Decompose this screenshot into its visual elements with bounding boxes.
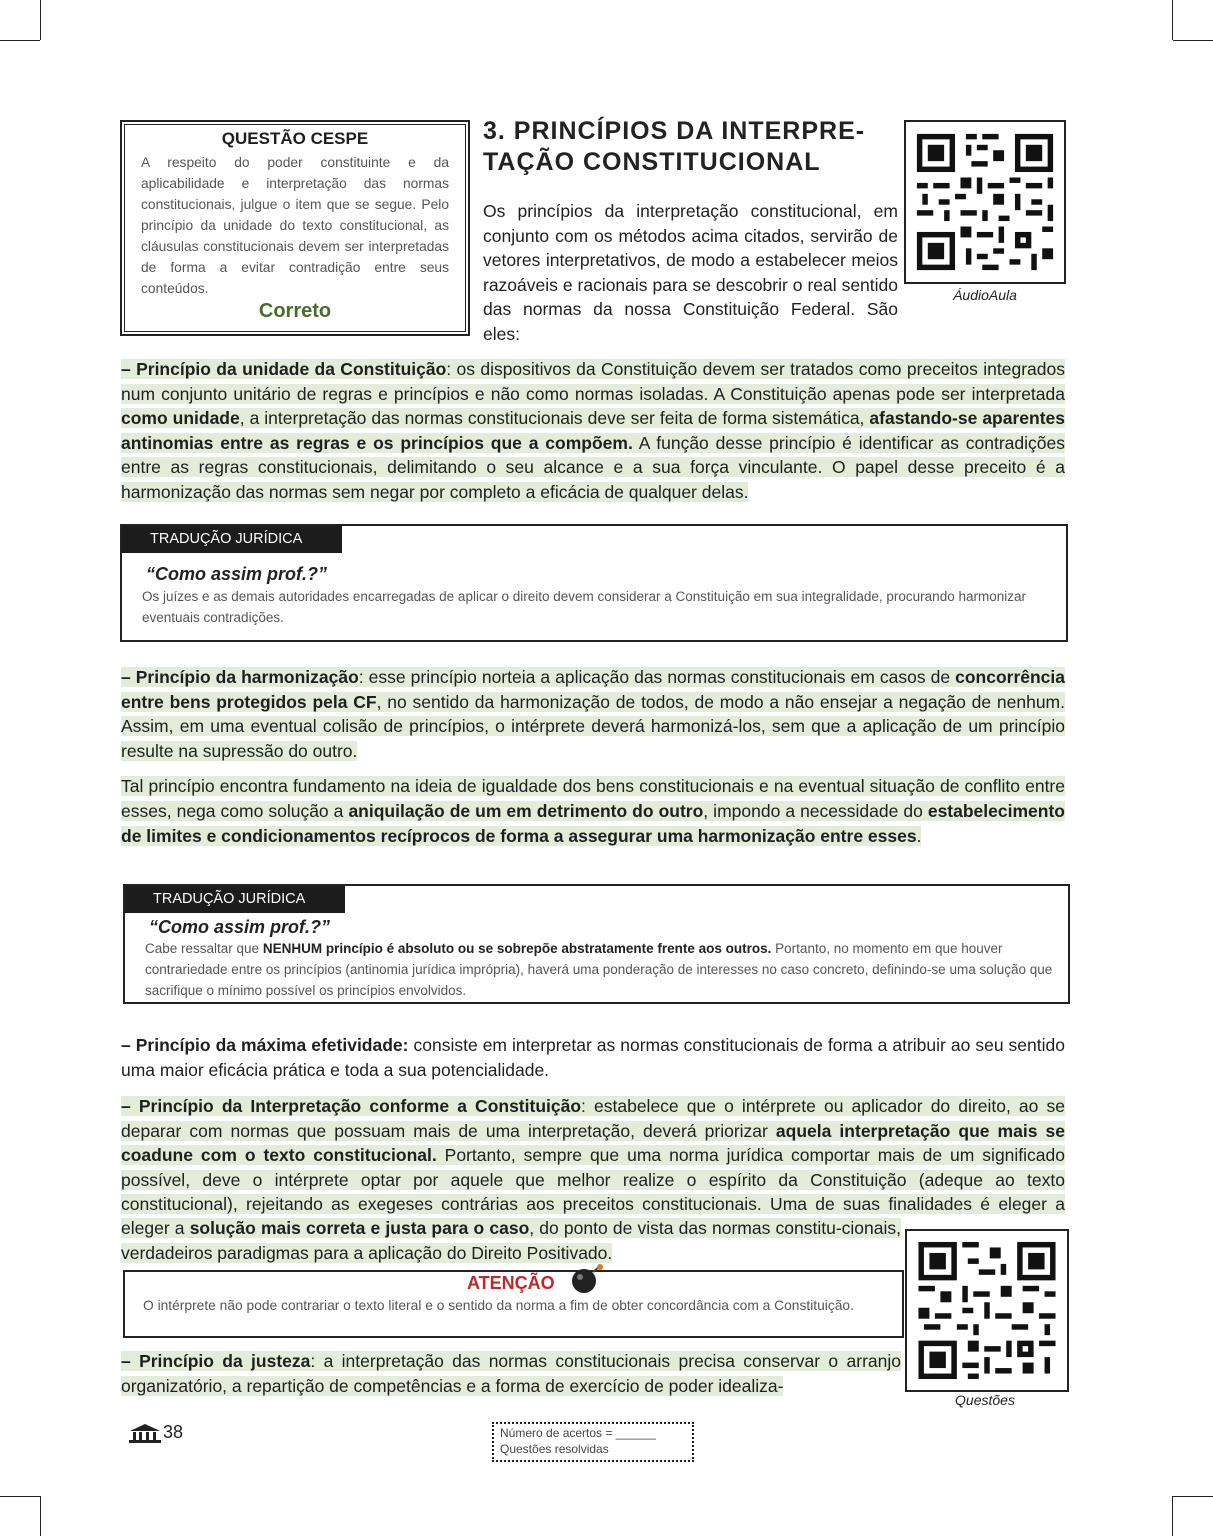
traducao-text: Os juízes e as demais autoridades encarregadas de aplicar o direito devem considerar a Constituição em sua integralidade, procurando harmonizar eventuais contradições.	[142, 589, 1026, 625]
questao-cespe-box	[120, 120, 470, 336]
section-intro: Os princípios da interpretação constitucional, em conjunto com os métodos acima citados, servirão de vetores interpretativos, de modo a estabelecer meios razoáveis e racionais para se descobrir o real sentido das normas da nossa Constituição Federal. São eles:	[483, 201, 898, 344]
traducao-question: “Como assim prof.?”	[146, 564, 328, 584]
resolvidas-label: Questões resolvidas	[500, 1442, 609, 1456]
principio-harmonizacao: – Princípio da harmonização: esse princípio norteia a aplicação das normas constitucionais em casos de concorrência entre bens protegidos pela CF, no sentido da harmonização de todos, de modo a não ensejar a negação de nenhum. Assim, em uma eventual colisão de princípios, o intérprete deverá harmonizá-los, sem que a aplicação de um princípio resulte na supressão do outro. Tal princípio encontra fundamento na ideia de igualdade dos bens constitucionais e na eventual situação de conflito entre esses, nega como solução a aniquilação de um em detrimento do outro, impondo a necessidade do estabelecimento de limites e condicionamentos recíprocos de forma a assegurar uma harmonização entre esses.	[121, 667, 1065, 846]
institution-building-icon	[128, 1423, 162, 1443]
qr-code-questoes[interactable]	[905, 1229, 1069, 1392]
conforme-title: – Princípio da Interpretação conforme a Constituição	[121, 1096, 582, 1116]
page-number: 38	[163, 1422, 184, 1442]
principio-justeza: – Princípio da justeza: a interpretação das normas constitucionais precisa conservar o arranjo organizatório, a repartição de competências e a forma de exercício de poder idealiza-	[121, 1351, 901, 1396]
acertos-label: Número de acertos = ______	[500, 1426, 656, 1440]
principio-interpretacao-conforme-wide: – Princípio da Interpretação conforme a Constituição: estabelece que o intérprete ou aplicador do direito, ao se deparar com normas que possuam mais de uma interpretação, deverá priorizar aquela interpretação que mais se coadune com o texto constitucional. Portanto, sempre que uma norma jurídica comportar mais de um significado possível, deve o intérprete optar por aquele que melhor realize o espírito da Constituição (adeque ao texto constitucional), rejeitando as exegeses contrárias aos preceitos constitucionais. Uma de suas finalidades é eleger a	[121, 1094, 1065, 1217]
traducao-juridica-box	[120, 524, 1068, 642]
maxima-title: – Princípio da máxima efetividade:	[121, 1035, 409, 1055]
atencao-title: ATENÇÃO	[467, 1273, 555, 1293]
crop-mark	[1173, 40, 1213, 41]
crop-mark	[40, 0, 41, 40]
traducao-tab: TRADUÇÃO JURÍDICA	[122, 526, 342, 553]
qr-code-icon	[906, 122, 1064, 282]
crop-mark	[1173, 1496, 1213, 1497]
traducao-juridica-box-2	[123, 884, 1070, 1004]
section-heading	[483, 116, 903, 178]
harmonizacao-title: – Princípio da harmonização	[121, 667, 359, 687]
questao-text: A respeito do poder constituinte e da aplicabilidade e interpretação das normas constitucionais, julgue o item que se segue. Pelo princípio da unidade do texto constitucional, as cláusulas constitucionais devem ser interpretadas de forma a evitar contradição entre seus conteúdos.	[141, 155, 449, 296]
principio-interpretacao-conforme-narrow: eleger a solução mais correta e justa para o caso, do ponto de vista das normas constitu-cionais, verdadeiros paradigmas para a aplicação do Direito Positivado.	[121, 1218, 901, 1263]
traducao-text: Cabe ressaltar que NENHUM princípio é absoluto ou se sobrepõe abstratamente frente aos outros. Portanto, no momento em que houver contrariedade entre os princípios (antinomia jurídica imprópria), haverá uma ponderação de interesses no caso concreto, definindo-se uma solução que sacrifique o mínimo possível os princípios envolvidos.	[145, 941, 1053, 998]
acertos-box	[492, 1422, 694, 1462]
traducao-question: “Como assim prof.?”	[149, 917, 331, 937]
bomb-icon	[569, 1264, 605, 1294]
qr-caption-audioaula: ÁudioAula	[953, 287, 1017, 303]
justeza-title: – Princípio da justeza	[121, 1351, 311, 1371]
qr-code-icon	[907, 1231, 1067, 1390]
section-heading-line1: 3. PRINCÍPIOS DA INTERPRE-	[483, 117, 866, 145]
questao-answer: Correto	[258, 300, 332, 322]
questao-title: QUESTÃO CESPE	[221, 129, 369, 148]
section-heading-line2: TAÇÃO CONSTITUCIONAL	[483, 148, 821, 176]
qr-caption-questoes: Questões	[955, 1392, 1015, 1408]
principio-maxima-efetividade: – Princípio da máxima efetividade: consiste em interpretar as normas constitucionais de forma a atribuir ao seu sentido uma maior eficácia prática e toda a sua potencialidade.	[121, 1035, 1065, 1080]
crop-mark	[0, 40, 40, 41]
unidade-title: – Princípio da unidade da Constituição	[121, 359, 447, 379]
qr-code-audioaula[interactable]	[904, 120, 1066, 284]
atencao-box	[123, 1270, 904, 1338]
crop-mark	[1172, 0, 1173, 40]
crop-mark	[0, 1496, 40, 1497]
crop-mark	[1172, 1496, 1173, 1536]
crop-mark	[40, 1496, 41, 1536]
traducao-tab: TRADUÇÃO JURÍDICA	[125, 886, 345, 913]
principio-unidade: – Princípio da unidade da Constituição: os dispositivos da Constituição devem ser tratados como preceitos integrados num conjunto unitário de regras e princípios e não como normas isoladas. A Constituição apenas pode ser interpretada como unidade, a interpretação das normas constitucionais deve ser feita de forma sistemática, afastando-se aparentes antinomias entre as regras e os princípios que a compõem. A função desse princípio é identificar as contradições entre as regras constitucionais, delimitando o seu alcance e a sua força vinculante. O papel desse preceito é a harmonização das normas sem negar por completo a eficácia de qualquer delas.	[121, 359, 1066, 502]
atencao-text: O intérprete não pode contrariar o texto literal e o sentido da norma a fim de obter concordância com a Constituição.	[143, 1298, 854, 1313]
